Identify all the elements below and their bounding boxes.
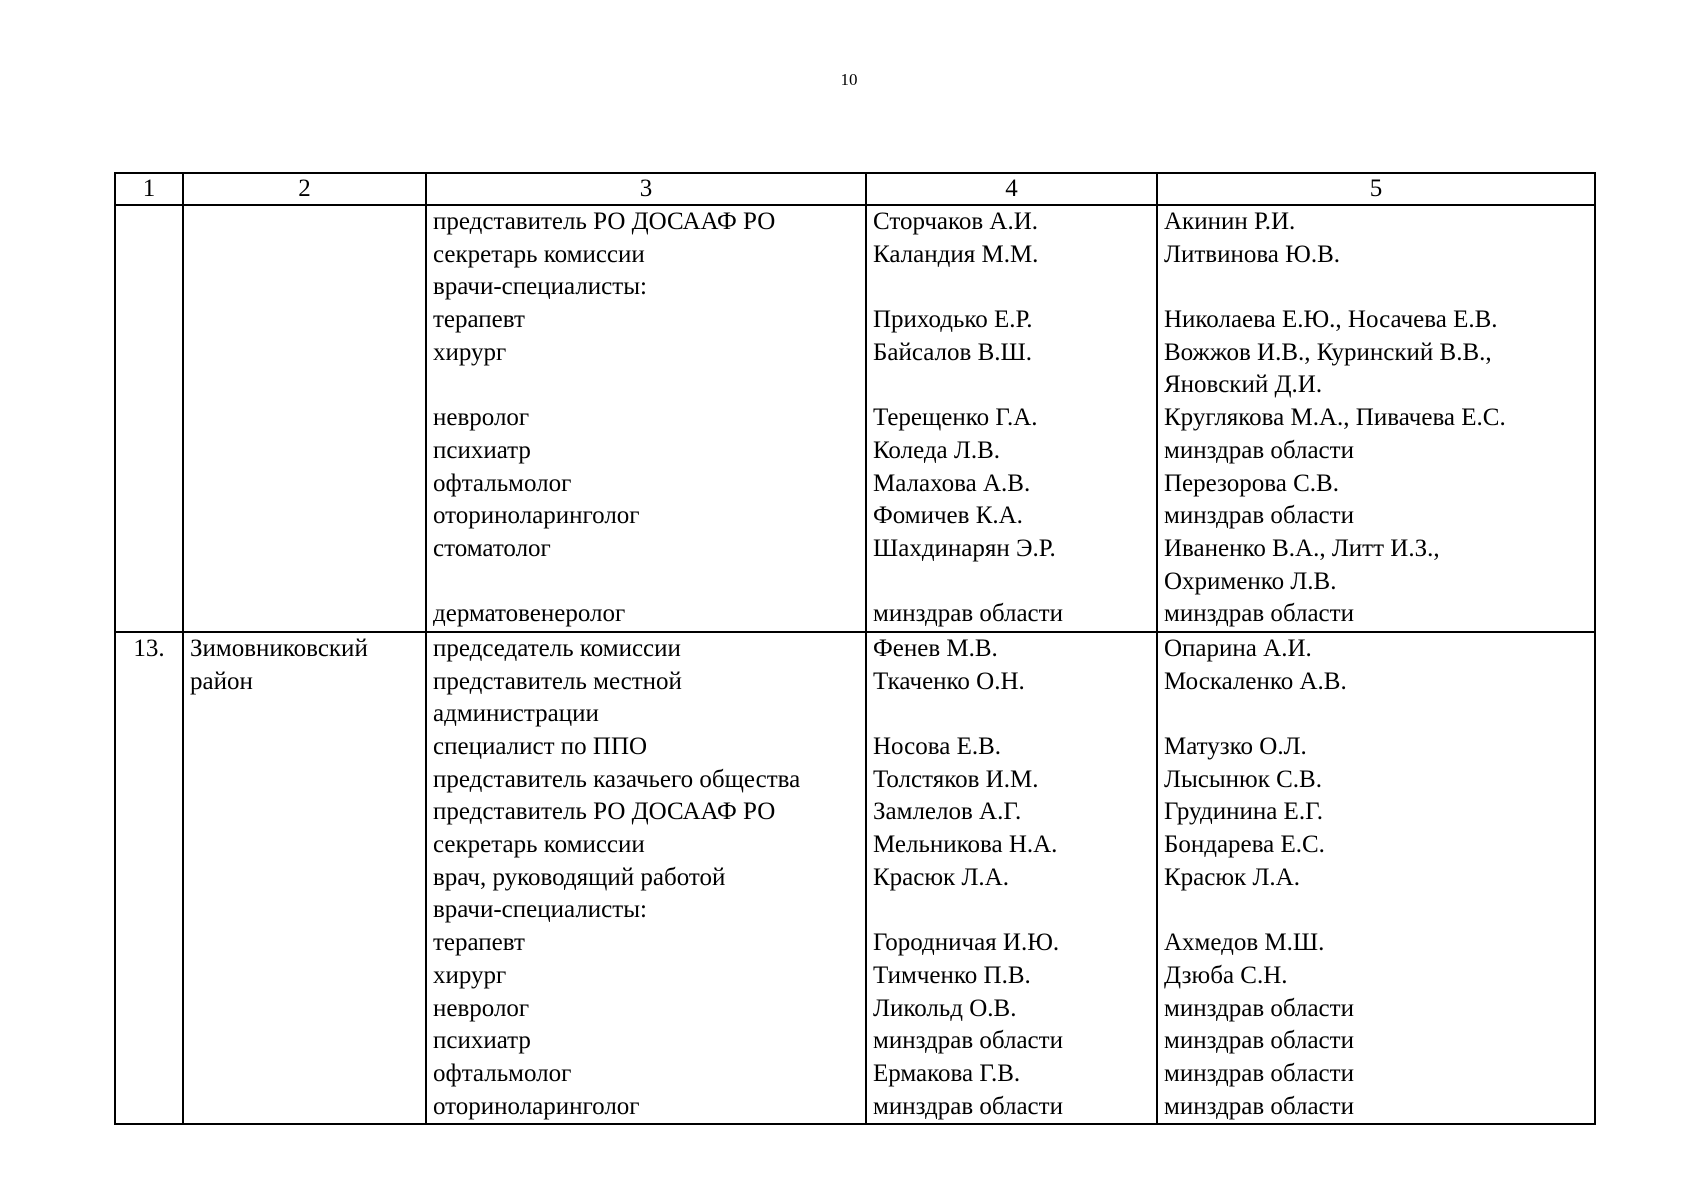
cell-line: представитель казачьего общества xyxy=(433,765,801,793)
cell-line: Иваненко В.А., Литт И.З., xyxy=(1164,534,1440,562)
header-col-3: 3 xyxy=(426,173,866,205)
cell-line: невролог xyxy=(433,994,530,1022)
row-number: 13. xyxy=(133,634,165,662)
cell-line: представитель местной xyxy=(433,667,682,695)
cell-line: Терещенко Г.А. xyxy=(873,404,1038,432)
cell-line xyxy=(867,566,1156,599)
cell-line xyxy=(867,698,1156,731)
cell-line: Малахова А.В. xyxy=(873,469,1031,497)
cell-line: оториноларинголог xyxy=(433,502,640,530)
cell-line: Акинин Р.И. xyxy=(1164,208,1296,235)
cell-line: Коледа Л.В. xyxy=(873,436,1001,464)
cell-line: Фомичев К.А. xyxy=(873,502,1023,530)
cell-line: Красюк Л.А. xyxy=(873,863,1009,891)
row-number-cell xyxy=(115,205,183,632)
cell-line: хирург xyxy=(433,961,507,989)
cell-line: врачи-специалисты: xyxy=(433,273,647,301)
cell-line: Ткаченко О.Н. xyxy=(873,667,1025,695)
cell-line: Перезорова С.В. xyxy=(1164,469,1339,497)
cell-line xyxy=(867,271,1156,304)
cell-line: минздрав области xyxy=(1164,1027,1354,1055)
cell-line: оториноларинголог xyxy=(433,1092,640,1120)
cell-line: Москаленко А.В. xyxy=(1164,667,1347,695)
table-row xyxy=(115,632,1595,1124)
cell-line xyxy=(1158,271,1594,304)
cell-line: минздрав области xyxy=(1164,1059,1354,1087)
role-cell xyxy=(426,205,866,632)
cell-line xyxy=(1158,698,1594,731)
cell-line: Городничая И.Ю. xyxy=(873,929,1060,957)
cell-line: Лысынюк С.В. xyxy=(1164,765,1322,793)
cell-line: секретарь комиссии xyxy=(433,240,645,268)
cell-line: Бондарева Е.С. xyxy=(1164,831,1325,859)
cell-line: Николаева Е.Ю., Носачева Е.В. xyxy=(1164,306,1498,334)
table-row xyxy=(115,205,1595,632)
cell-line: Вожжов И.В., Куринский В.В., xyxy=(1164,338,1492,366)
cell-line: Литвинова Ю.В. xyxy=(1164,240,1341,268)
cell-line: администрации xyxy=(433,700,599,728)
page-number: 10 xyxy=(840,70,858,89)
reserve-member-cell xyxy=(1157,205,1595,632)
district-cell xyxy=(183,205,426,632)
cell-line: терапевт xyxy=(433,929,525,957)
cell-line: Дзюба С.Н. xyxy=(1164,961,1288,989)
cell-line: минздрав области xyxy=(1164,436,1354,464)
cell-line: Красюк Л.А. xyxy=(1164,863,1300,891)
cell-line: Каландия М.М. xyxy=(873,240,1039,268)
cell-line: Тимченко П.В. xyxy=(873,961,1031,989)
cell-line xyxy=(427,369,865,402)
cell-line xyxy=(867,894,1156,927)
cell-line: Байсалов В.Ш. xyxy=(873,338,1032,366)
cell-line: представитель РО ДОСААФ РО xyxy=(433,208,776,235)
reserve-member-cell xyxy=(1157,632,1595,1124)
cell-line: минздрав области xyxy=(873,1027,1063,1055)
cell-line: минздрав области xyxy=(1164,600,1354,628)
cell-line: офтальмолог xyxy=(433,1059,572,1087)
cell-line: Ликольд О.В. xyxy=(873,994,1017,1022)
cell-line: Фенев М.В. xyxy=(873,634,998,662)
cell-line: секретарь комиссии xyxy=(433,831,645,859)
cell-line: дерматовенеролог xyxy=(433,600,626,628)
cell-line: стоматолог xyxy=(433,534,551,562)
row-number-cell xyxy=(115,632,183,1124)
cell-line: невролог xyxy=(433,404,530,432)
cell-line: Яновский Д.И. xyxy=(1164,371,1323,399)
cell-line: Матузко О.Л. xyxy=(1164,733,1307,760)
cell-line: председатель комиссии xyxy=(433,634,681,662)
main-member-cell xyxy=(866,205,1157,632)
header-col-4: 4 xyxy=(866,173,1157,205)
cell-line: Зимовниковский xyxy=(190,634,368,662)
district-cell xyxy=(183,632,426,1124)
cell-line: Грудинина Е.Г. xyxy=(1164,798,1323,826)
cell-line: Ермакова Г.В. xyxy=(873,1059,1021,1087)
header-row xyxy=(115,173,1595,205)
cell-line: специалист по ППО xyxy=(433,733,648,760)
cell-line: Мельникова Н.А. xyxy=(873,831,1058,859)
cell-line: Замлелов А.Г. xyxy=(873,798,1022,826)
cell-line: минздрав области xyxy=(1164,502,1354,530)
cell-line: район xyxy=(190,667,253,695)
cell-line: хирург xyxy=(433,338,507,366)
cell-line: минздрав области xyxy=(1164,1092,1354,1120)
cell-line xyxy=(1158,894,1594,927)
cell-line: психиатр xyxy=(433,1027,531,1055)
cell-line: врач, руководящий работой xyxy=(433,863,726,891)
header-col-2: 2 xyxy=(183,173,426,205)
cell-line: Толстяков И.М. xyxy=(873,765,1039,793)
cell-line: Приходько Е.Р. xyxy=(873,306,1033,334)
header-col-5: 5 xyxy=(1157,173,1595,205)
cell-line: Охрименко Л.В. xyxy=(1164,567,1337,595)
role-cell xyxy=(426,632,866,1124)
cell-line: Шахдинарян Э.Р. xyxy=(873,534,1056,562)
cell-line: врачи-специалисты: xyxy=(433,896,647,924)
cell-line: офтальмолог xyxy=(433,469,572,497)
cell-line: Носова Е.В. xyxy=(873,733,1002,760)
cell-line: представитель РО ДОСААФ РО xyxy=(433,798,776,826)
cell-line: минздрав области xyxy=(873,600,1063,628)
cell-line: Опарина А.И. xyxy=(1164,634,1312,662)
row-number xyxy=(116,206,182,239)
cell-line: Сторчаков А.И. xyxy=(873,208,1039,235)
cell-line: психиатр xyxy=(433,436,531,464)
main-member-cell xyxy=(866,632,1157,1124)
cell-line xyxy=(427,566,865,599)
commission-table xyxy=(114,172,1596,1125)
cell-line: терапевт xyxy=(433,306,525,334)
cell-line: минздрав области xyxy=(1164,994,1354,1022)
header-col-1: 1 xyxy=(115,173,183,205)
cell-line xyxy=(867,369,1156,402)
cell-line: Круглякова М.А., Пивачева Е.С. xyxy=(1164,404,1506,432)
cell-line: минздрав области xyxy=(873,1092,1063,1120)
cell-line: Ахмедов М.Ш. xyxy=(1164,929,1325,957)
